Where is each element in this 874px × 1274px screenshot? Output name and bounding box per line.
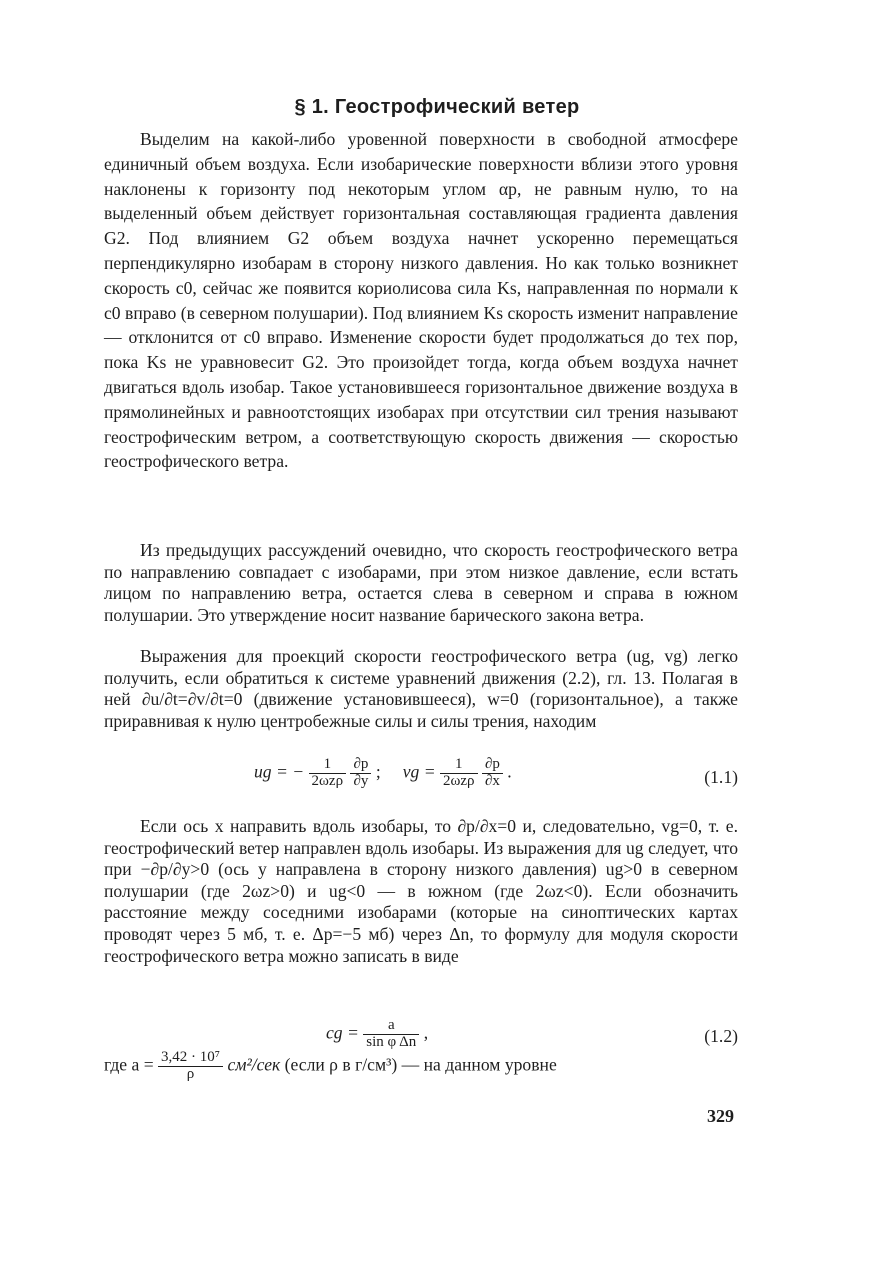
eq1-frac-2-num: ∂p [350,757,371,774]
eq2-frac-num: a [363,1018,419,1035]
eq2-end: , [423,1022,429,1043]
eq1-frac-1-num: 1 [309,757,347,774]
equation-1-2-body [326,1018,428,1051]
equation-1-1-number: (1.1) [704,767,738,787]
eq1-frac-1 [309,757,347,790]
eq1-end: . [507,761,512,782]
where-line [104,1050,738,1083]
paragraph-1 [104,127,738,474]
paragraph-3-text: Выражения для проекций скорости геострофического ветра (ug, vg) легко получить, если обратиться к системе уравнений движения (2.2), гл. 13. Полагая в ней ∂u/∂t=∂v/∂t=0 (движение установившееся), w=0 (горизонтальное), а также приравнивая к нулю центробежные силы и силы трения, находим [104,646,738,731]
eq1-lhs-u: ug = − [254,761,305,782]
where-frac-num: 3,42 · 10⁷ [158,1050,223,1067]
where-rest: (если ρ в г/см³) — на данном уровне [284,1054,557,1075]
eq1-separator: ; [375,761,381,782]
eq1-frac-4 [482,757,503,790]
eq1-lhs-v: vg = [402,761,436,782]
eq1-frac-2-den: ∂y [353,772,369,789]
eq2-frac [363,1018,419,1051]
equation-1-1-body [254,757,512,790]
equation-1-2-number: (1.2) [704,1026,738,1046]
paragraph-4 [104,816,738,967]
eq1-frac-4-num: ∂p [482,757,503,774]
paragraph-1-text: Выделим на какой-либо уровенной поверхности в свободной атмосфере единичный объем воздуха. Если изобарические поверхности вблизи этого уровня наклонены к горизонту под некоторым углом αp, не равным нулю, то на выделенный объем действует горизонтальная составляющая градиента давления G2. Под влиянием G2 объем воздуха начнет ускоренно перемещаться перпендикулярно изобарам в сторону низкого давления. Но как только возникнет скорость c0, сейчас же появится кориолисова сила Ks, направленная по нормали к c0 вправо (в северном полушарии). Под влиянием Ks скорость изменит направление — отклонится от c0 вправо. Изменение скорости будет продолжаться до тех пор, пока Ks не уравновесит G2. Это произойдет тогда, когда объем воздуха начнет двигаться вдоль изобар. Такое установившееся горизонтальное движение воздуха в прямолинейных и равноотстоящих изобарах при отсутствии сил трения называют геострофическим ветром, а соответствующую скорость движения — скоростью геострофического ветра. [104,129,738,472]
section-title: § 1. Геострофический ветер [294,96,580,118]
eq2-lhs: cg = [326,1022,359,1043]
where-prefix: где a = [104,1054,154,1075]
eq1-frac-2 [350,757,371,790]
equation-1-1 [104,757,738,803]
eq1-frac-3-num: 1 [440,757,478,774]
paragraph-2-text: Из предыдущих рассуждений очевидно, что скорость геострофического ветра по направлению совпадает с изобарами, при этом низкое давление, если встать лицом по направлению ветра, остается слева в северном и справа в южном полушарии. Это утверждение носит название барического закона ветра. [104,540,738,625]
where-frac [158,1050,223,1083]
paragraph-2 [104,540,738,626]
paragraph-3 [104,646,738,732]
eq1-frac-3-den: 2ωzρ [443,772,475,789]
where-frac-den: ρ [186,1065,195,1082]
eq2-frac-den: sin φ Δn [366,1033,417,1050]
page-number: 329 [707,1106,734,1126]
eq1-frac-4-den: ∂x [484,772,500,789]
paragraph-4-text: Если ось x направить вдоль изобары, то ∂p/∂x=0 и, следовательно, vg=0, т. е. геострофический ветер направлен вдоль изобары. Из выражения для ug следует, что при −∂p/∂y>0 (ось y направлена в сторону низкого давления) ug>0 в северном полушарии (где 2ωz>0) и ug<0 — в южном (где 2ωz<0). Если обозначить расстояние между соседними изобарами (которые на синоптических картах проводят через 5 мб, т. е. Δp=−5 мб) через Δn, то формулу для модуля скорости геострофического ветра можно записать в виде [104,816,738,966]
where-unit: см²/сек [227,1054,281,1075]
eq1-frac-1-den: 2ωzρ [311,772,344,789]
eq1-frac-3 [440,757,478,790]
